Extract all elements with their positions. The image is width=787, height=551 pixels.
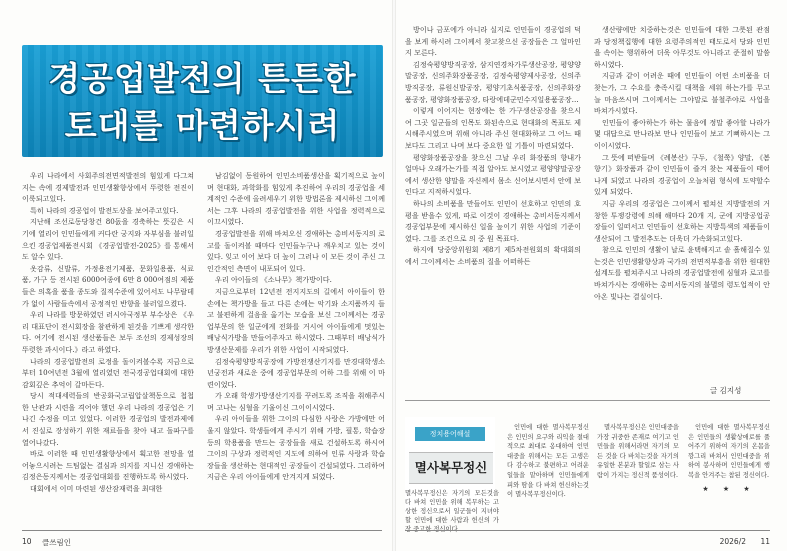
glossary-paragraph: 인민에 대한 멸사복무정신은 인민들의 생활상애로를 풀어주기 위하여 자기의 온몸을 깡그리 바쳐서 인민대중을 위하여 봉사하며 인민들에게 행복을 안겨주는 참된 정신이다. xyxy=(688,424,770,479)
footer-right xyxy=(405,530,770,551)
paragraph: 바로 이러한 때 인민생활향상에서 획고한 전망을 열어놓으시려는 드팀없는 결심과 의지를 지니신 경애하는 김정은동지께서는 경공업대회를 진행하도록 하시였다. xyxy=(22,449,194,482)
text-column-1 xyxy=(22,170,194,495)
text-column-3 xyxy=(405,24,581,267)
glossary-column-3 xyxy=(688,423,770,494)
text-column-2 xyxy=(207,170,385,483)
article-title-line-1: 경공업발전의 튼튼한 xyxy=(48,59,357,98)
paragraph: 김정숙평양방직공장에 가방전쟁산기지를 만경대학생소년궁전과 새로운 중에 경공업부문의 어하 그를 위해 이 마련이었다. xyxy=(207,356,385,389)
paragraph: 지금과 같이 어려운 때에 인민들이 어떤 소비품을 더 찾는가, 그 수요를 충족시킬 대책을 세워 하는가를 무고 늘 마음쓰시며 그이께서는 그야말로 불철주야로 사업을 바쳐가시였다. xyxy=(594,71,770,116)
magazine-name: 클쓰림인 xyxy=(42,538,71,547)
glossary-title: 멸사복무정신 xyxy=(409,452,493,484)
paragraph: 대회에서 이미 마련된 생산잠재력을 최대한 xyxy=(30,484,163,494)
glossary-heading-box xyxy=(405,417,499,533)
paragraph: 하나의 소비품을 만들어도 인민이 선호하고 인민의 호평을 받을수 있게, 따로 이것이 경애하는 총비서동지께서 경공업부문에 제시하신 일을 높이기 위한 사업의 기준이였다. 그를 조건으로 의 중 원 목표다. xyxy=(405,198,581,243)
article-title-line-2: 토대를 마련하시려 xyxy=(64,106,341,145)
article-title-banner xyxy=(22,45,383,157)
glossary-sidebar xyxy=(405,400,770,531)
text-column-4 xyxy=(594,24,770,302)
paragraph: 가 오래 학생가방생산기지를 꾸려도록 조직을 취해주시며 고나는 심혈을 기울이신 그이이시였다. xyxy=(207,391,385,412)
glossary-tag: 정치용어해설 xyxy=(415,427,485,441)
glossary-intro: 멸사복무정신은 자기의 모든것을 다 바쳐 인민을 위해 복무하는 고상한 정신으로서 일군들이 지녀야 할 인민에 대한 사람과 헌신의 가장 중고한 정신이다. xyxy=(405,490,499,533)
issue-date: 2026/2 xyxy=(719,537,746,546)
page-spine xyxy=(392,0,396,551)
right-page-number: 11 xyxy=(760,537,770,546)
paragraph: 남김없이 동원하여 인민소비품생산을 획기적으로 높이며 현대화, 과학화를 힘있게 추진하여 우리의 경공업을 세계적인 수준에 올려세우기 위한 방법론을 제시하신 그이께서는 그후 나라의 경공업발전을 위한 사업을 정력적으로 이끄시였다. xyxy=(207,171,385,227)
glossary-paragraph: 멸사복무정신은 인민대중을 가장 귀중한 존재로 여기고 인민들을 위해서라면 자기의 모든 것을 다 바치는것을 자기의 유일한 본분과 할일로 삼는 사람이 가지는 정신적 품성이다. xyxy=(597,424,679,479)
left-page-number: 10 xyxy=(22,537,32,546)
paragraph: 특히 나라의 경공업이 발전도상을 보여주고있다. xyxy=(30,205,179,215)
paragraph: 지금 우리의 경공업은 그이께서 펼쳐신 지방발전의 거창한 투쟁강령에 의해 해마다 20개 지, 군에 지방공업공장들이 일떠서고 인민들이 선호하는 지방특색의 제품들이 생산되어 그 발전추도는 더욱더 가속화되고있다. xyxy=(594,198,770,243)
star-divider: ★ ★ ★ xyxy=(702,484,756,493)
paragraph: 평양화장품공장을 찾으신 그날 우리 화장품의 향내가 얼마나 오래가는가를 직접 알아도 보시였고 평양양말공장에서 생산한 양말을 자신께서 몸소 신어보시면서 안에 보인다고 지적하시었다. xyxy=(405,152,581,197)
paragraph: 우리 나라에서 사회주의전면적발전의 힘있게 다그쳐지는 속에 경제발전과 인민생활향상에서 뚜렷한 전진이 이룩되고있다. xyxy=(22,171,194,204)
paragraph: 인민들이 좋아하는가 하는 물음에 정말 좋아할 나라가 몇 대답으로 만나라보 만나 인민들이 보고 기뻐하시는 그이이시였다. xyxy=(594,117,770,150)
paragraph: 하지에 당중앙위원회 제8기 제5차전원회의 확대회의에서 그이께서는 소비품의 질을 어떠하든 xyxy=(405,245,581,266)
paragraph: 나라의 경공업발전의 로정을 돌이켜볼수록 지금으로부터 10여년전 3월에 열리였던 전국경공업대회에 대한 감회깊은 추억이 갈마든다. xyxy=(22,356,194,389)
glossary-paragraph: 인민에 대한 멸사복무정신은 인민의 요구와 리익을 절대적으로 최대로 옹대하여 인민대중을 위해서는 모든 고생은 다 감수하고 불편하고 어려운 일들을 맡아하며 인민들에게 피와 땀을 다 바쳐 헌신하는것이 멸사복무정신이다. xyxy=(507,424,589,499)
paragraph: 지난해 조선로동당창건 80돐을 경축하는 뜻깊은 시기에 열리어 인민들에게 커다란 궁지와 자부심을 불러일으킨 경공업제품전시회 《경공업발전-2025》를 통해서도 알수 있다. xyxy=(22,217,194,262)
paragraph: 그 뜻에 떠받들며 《례봉산》구두, 《철쭉》양말, 《봄향기》화장품과 같이 인민들이 즐겨 찾는 제품들이 태어나게 되였고 나라의 경공업이 오늘처럼 형식에 도약할수 있게 되였다. xyxy=(594,152,770,197)
footer-left xyxy=(22,530,382,551)
glossary-column-1 xyxy=(507,423,589,500)
paragraph: 옷감류, 신발류, 가정용전기제품, 문화일용품, 식료품, 가구 등 전시된 6000여종에 6만 8 000여점의 제품들은 의혹을 품을 종도와 질적수준에 있어서도 나무랄데가 없이 사람들속에서 공정적인 반향을 불러일으켰다. xyxy=(22,263,194,308)
paragraph: 김정숙평양방직공장, 삼지연경차가루생산공장, 평양양말공장, 신의주화장품공장, 김정숙평양제사공장, 신의주방직공장, 류원신발공장, 평양기초식품공장, 신의주화장품공장, 평양화장품공장, 타랑에데군민수지일용품공장… xyxy=(405,59,581,104)
paragraph: 이렇게 이어지는 현장에는 한 가구생산공장을 찾으시여 그곳 일군들의 인목도 화된속으로 현대화의 목표도 제시해주시였으며 위해 아니라 주신 현대화하고 그 어느 때보다도 그리고 나며 보다 중요한 일 기틀이 마련되였다. xyxy=(405,106,581,150)
paragraph: 경공업발전을 위해 바쳐오신 경애하는 총비서동지의 로고를 돌이켜볼 때마다 인민들누구나 깨우치고 있는 것이 있다. 잊고 이어 보다 더 높이 그러나 이 모든 것이 주신 그 인간적인 측면이 내포되어 있다. xyxy=(207,228,385,273)
paragraph: 참으로 인민의 생활이 날로 윤택해지고 솥 흘해질수 있는것은 인민생활향상과 국가의 전면적부흥을 위한 원대한 설계도를 펼쳐주시고 나라의 경공업발전에 심혈과 로고를 바쳐가시는 경애하는 총비서동지의 불멸의 령도업적이 안아온 빛나는 결실이다. xyxy=(594,245,770,301)
author-byline: 글 김지성 xyxy=(710,386,742,395)
paragraph: 당시 적대세력들의 반공화국고립압살책동으로 첩첩한 난관과 시련을 격어야 했던 우리 나라의 경공업은 기나긴 수정을 미고 있었다. 이러한 경공업의 발전과제에서 진실로 장성하기 위한 재료들을 찾아 내고 돌파구를 열어나갔다. xyxy=(22,391,194,447)
paragraph: 생산량에만 치중하는것은 인민들에 대한 그릇된 관점과 당정책집행에 대한 요령주의적인 태도로서 당와 인민을 속이는 행위하여 더욱 아무것도 아니라고 준절히 말씀하시였다. xyxy=(594,25,770,69)
paragraph: 우리 나라를 방문하였던 러시아국정부 부수상은 《우리 대표단이 전시회장을 참관하게 된것을 기쁘게 생각한다. 여기에 전시된 생산품들은 보두 조선의 경제성장의 뚜렷한 과시이다.》라고 하였다. xyxy=(22,310,194,354)
paragraph: 지금으로부터 12년전 전지지도의 길에서 아이들이 한손에는 책가방을 들고 다른 손에는 악기와 소지품까지 들고 불편하게 걸음을 옮기는 모습을 보신 그이께서는 경공업부문의 한 일군에게 전화를 거시여 아이들에게 멋있는 배낭식가방을 만들어주자고 하시였다. 그때부터 배낭식가방생산문제를 우리가 위한 사업이 시작되였다. xyxy=(207,286,385,354)
glossary-column-2 xyxy=(597,423,679,481)
paragraph: 우리 아이들의 《소나무》책가방이다. xyxy=(215,275,332,285)
paragraph: 우리 아이들을 위한 그이의 다심한 사랑은 가방에만 어울지 않았다. 학생들에게 주시기 위해 가방, 필통, 학습장 등의 학용품을 만드는 공장들을 새로 건설하도록 하시여 그이의 구상과 정력적인 지도에 의하여 인류 사랑과 학습장들을 생산하는 현대적인 공장들이 건설되였다. 그리하여 지금은 우리 아이들에게 안겨지게 되였다. xyxy=(207,414,385,482)
paragraph: 방이나 금포에가 아니라 실지로 인민들이 경공업의 덕을 보게 하시려 그이께서 찾고찾으신 공장들은 그 얼마인지 모른다. xyxy=(405,25,581,58)
